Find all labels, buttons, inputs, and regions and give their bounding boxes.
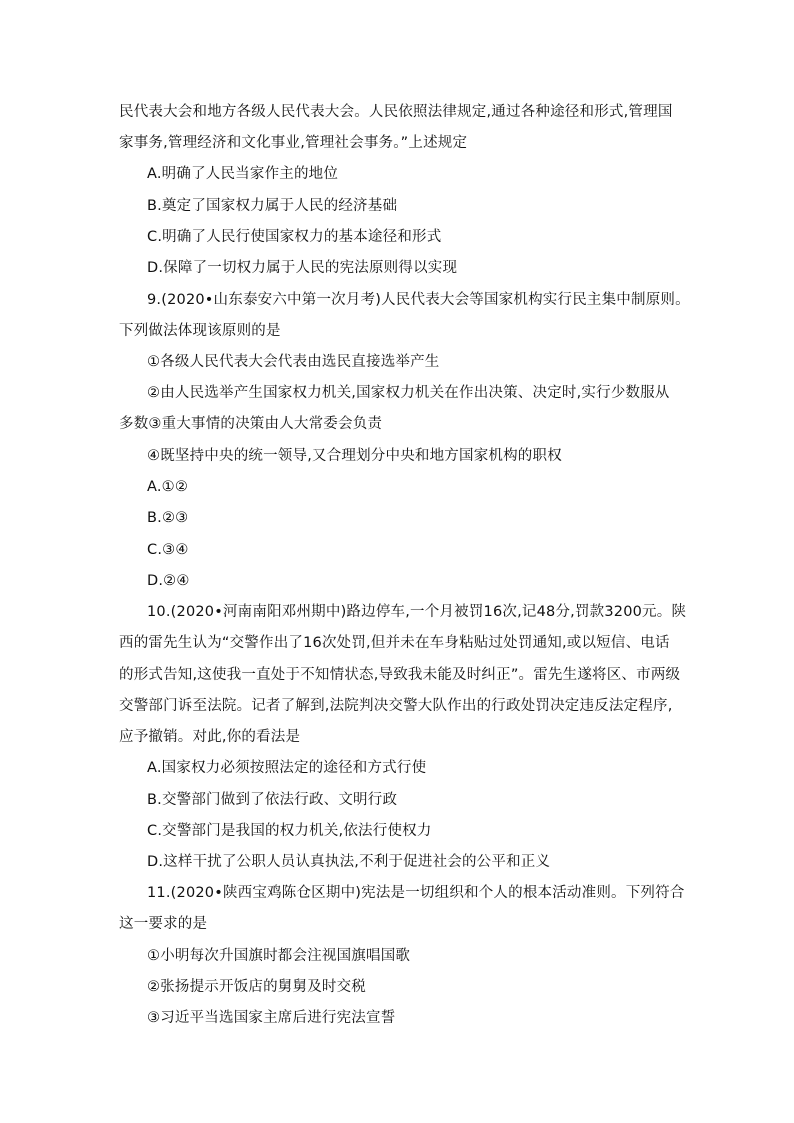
option-b: B.奠定了国家权力属于人民的经济基础: [147, 198, 398, 214]
statement-2: ②张扬提示开饭店的舅舅及时交税: [147, 979, 366, 995]
option-d: D.保障了一切权力属于人民的宪法原则得以实现: [147, 260, 458, 276]
question-10-stem-cont: 应予撤销。对此,你的看法是: [119, 729, 301, 745]
option-a: A.国家权力必须按照法定的途径和方式行使: [147, 760, 427, 776]
question-11-stem-cont: 这一要求的是: [119, 916, 208, 932]
question-11-stem: 11.(2020•陕西宝鸡陈仓区期中)宪法是一切组织和个人的根本活动准则。下列符合: [147, 885, 685, 901]
option-d: D.②④: [147, 573, 190, 589]
question-10-stem-cont: 西的雷先生认为“交警作出了16次处罚,但并未在车身粘贴过处罚通知,或以短信、电话: [119, 635, 670, 651]
option-a: A.明确了人民当家作主的地位: [147, 166, 339, 182]
statement-2-cont: 多数③重大事情的决策由人大常委会负责: [119, 416, 383, 432]
question-10-stem: 10.(2020•河南南阳邓州期中)路边停车,一个月被罚16次,记48分,罚款3200元。陕: [147, 604, 687, 620]
statement-4: ④既坚持中央的统一领导,又合理划分中央和地方国家机构的职权: [147, 448, 562, 464]
question-10-stem-cont: 的形式告知,这使我一直处于不知情状态,导致我未能及时纠正”。雷先生遂将区、市两级: [119, 667, 681, 683]
question-9-stem-cont: 下列做法体现该原则的是: [119, 323, 281, 339]
statement-1: ①小明每次升国旗时都会注视国旗唱国歌: [147, 948, 411, 964]
statement-3: ③习近平当选国家主席后进行宪法宣誓: [147, 1010, 396, 1026]
option-b: B.交警部门做到了依法行政、文明行政: [147, 792, 398, 808]
option-b: B.②③: [147, 510, 189, 526]
text-line: 民代表大会和地方各级人民代表大会。人民依照法律规定,通过各种途径和形式,管理国: [119, 104, 673, 120]
option-d: D.这样干扰了公职人员认真执法,不利于促进社会的公平和正义: [147, 854, 551, 870]
text-line: 家事务,管理经济和文化事业,管理社会事务。”上述规定: [119, 135, 468, 151]
statement-1: ①各级人民代表大会代表由选民直接选举产生: [147, 354, 440, 370]
question-9-stem: 9.(2020•山东泰安六中第一次月考)人民代表大会等国家机构实行民主集中制原则。: [147, 292, 690, 308]
question-10-stem-cont: 交警部门诉至法院。记者了解到,法院判决交警大队作出的行政处罚决定违反法定程序,: [119, 698, 673, 714]
option-c: C.③④: [147, 542, 189, 558]
statement-2: ②由人民选举产生国家权力机关,国家权力机关在作出决策、决定时,实行少数服从: [147, 385, 670, 401]
option-a: A.①②: [147, 479, 189, 495]
option-c: C.交警部门是我国的权力机关,依法行使权力: [147, 823, 432, 839]
option-c: C.明确了人民行使国家权力的基本途径和形式: [147, 229, 442, 245]
